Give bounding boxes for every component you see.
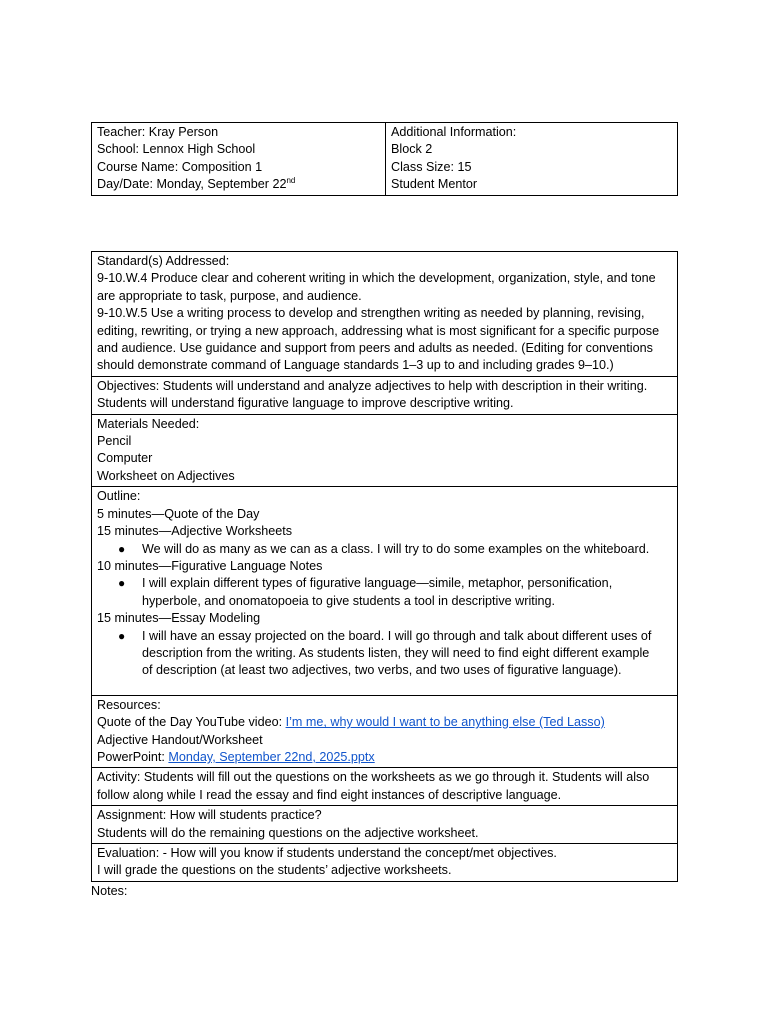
bullet-text: description from the writing. As students listen, they will need to find eight different example [142,645,650,660]
standard-w5-line2: editing, rewriting, or trying a new approach, addressing what is most significant for a specific purpose [97,323,660,338]
bullet-text: hyperbole, and onomatopoeia to give students a tool in descriptive writing. [142,593,556,608]
resources-label: Resources: [97,697,161,712]
assignment-line1: Assignment: How will students practice? [97,808,322,823]
material-item: Computer [97,451,153,466]
assignment-line2: Students will do the remaining questions on the adjective worksheet. [97,825,479,840]
activity-cell [92,768,678,806]
standard-w4-line2: are appropriate to task, purpose, and audience. [97,288,362,303]
activity-line1: Activity: Students will fill out the questions on the worksheets as we go through it. Students will also [97,770,650,785]
standard-w4-line1: 9-10.W.4 Produce clear and coherent writing in which the development, organization, style, and tone [97,271,656,286]
day-date-text: Day/Date: Monday, September 22 [97,177,287,192]
list-item [97,541,672,558]
resource-video [97,714,672,731]
teacher-info-cell [92,123,386,196]
materials-cell [92,414,678,487]
outline-essay-bullets [97,628,672,680]
bullet-text: of description (at least two adjectives, two verbs, and two uses of figurative language). [142,663,622,678]
bullet-icon: ● [118,541,126,556]
notes-label: Notes: [91,884,128,898]
outline-worksheets-bullets [97,541,672,558]
standards-cell [92,252,678,377]
list-item [97,628,672,680]
bullet-text: We will do as many as we can as a class. I will try to do some examples on the whiteboard. [142,541,650,556]
activity-line2: follow along while I read the essay and find eight instances of descriptive language. [97,787,562,802]
bullet-text: I will explain different types of figurative language—simile, metaphor, personification, [142,576,613,591]
resource-handout: Adjective Handout/Worksheet [97,732,263,747]
outline-label: Outline: [97,489,141,504]
outline-item-essay: 15 minutes—Essay Modeling [97,611,261,626]
powerpoint-link[interactable]: Monday, September 22nd, 2025.pptx [168,749,375,764]
materials-label: Materials Needed: [97,416,200,431]
objectives-line2: Students will understand figurative language to improve descriptive writing. [97,396,514,411]
student-mentor: Student Mentor [391,177,478,192]
resource-ppt-prefix: PowerPoint: [97,749,169,764]
bullet-icon: ● [118,576,126,591]
evaluation-line2: I will grade the questions on the students’ adjective worksheets. [97,863,452,878]
day-date [97,176,380,193]
additional-info-title: Additional Information: [391,125,517,139]
resource-video-prefix: Quote of the Day YouTube video: [97,715,286,730]
outline-cell [92,487,678,695]
outline-item-quote: 5 minutes—Quote of the Day [97,506,260,521]
standard-w5-line1: 9-10.W.5 Use a writing process to develop and strengthen writing as needed by planning, revising, [97,306,645,321]
outline-figurative-bullets [97,575,672,610]
objectives-line1: Objectives: Students will understand and analyze adjectives to help with description in their writing. [97,378,648,393]
teacher-name: Teacher: Kray Person [97,125,219,139]
outline-spacer [97,680,672,694]
material-item: Worksheet on Adjectives [97,468,235,483]
outline-item-worksheets: 15 minutes—Adjective Worksheets [97,524,293,539]
outline-item-figurative: 10 minutes—Figurative Language Notes [97,558,323,573]
lesson-plan-table [91,251,678,882]
block-number: Block 2 [391,142,433,157]
day-date-suffix: nd [286,176,296,186]
standards-label: Standard(s) Addressed: [97,254,230,268]
resources-cell [92,695,678,768]
standard-w5-line4: should demonstrate command of Language standards 1–3 up to and including grades 9–10.) [97,358,614,373]
bullet-icon: ● [118,628,126,643]
list-item [97,575,672,610]
assignment-cell [92,806,678,844]
course-name: Course Name: Composition 1 [97,159,263,174]
additional-info-cell [386,123,678,196]
school-name: School: Lennox High School [97,142,256,157]
evaluation-line1: Evaluation: - How will you know if students understand the concept/met objectives. [97,846,557,860]
bullet-text: I will have an essay projected on the board. I will go through and talk about different uses of [142,628,652,643]
standard-w5-line3: and audience. Use guidance and support from peers and adults as needed. (Editing for conventions [97,341,653,356]
header-info-table [91,122,678,196]
resource-powerpoint [97,749,672,766]
objectives-cell [92,376,678,414]
youtube-video-link[interactable]: I’m me, why would I want to be anything else (Ted Lasso) [285,715,605,730]
class-size: Class Size: 15 [391,159,472,174]
material-item: Pencil [97,434,132,449]
evaluation-cell [92,844,678,882]
